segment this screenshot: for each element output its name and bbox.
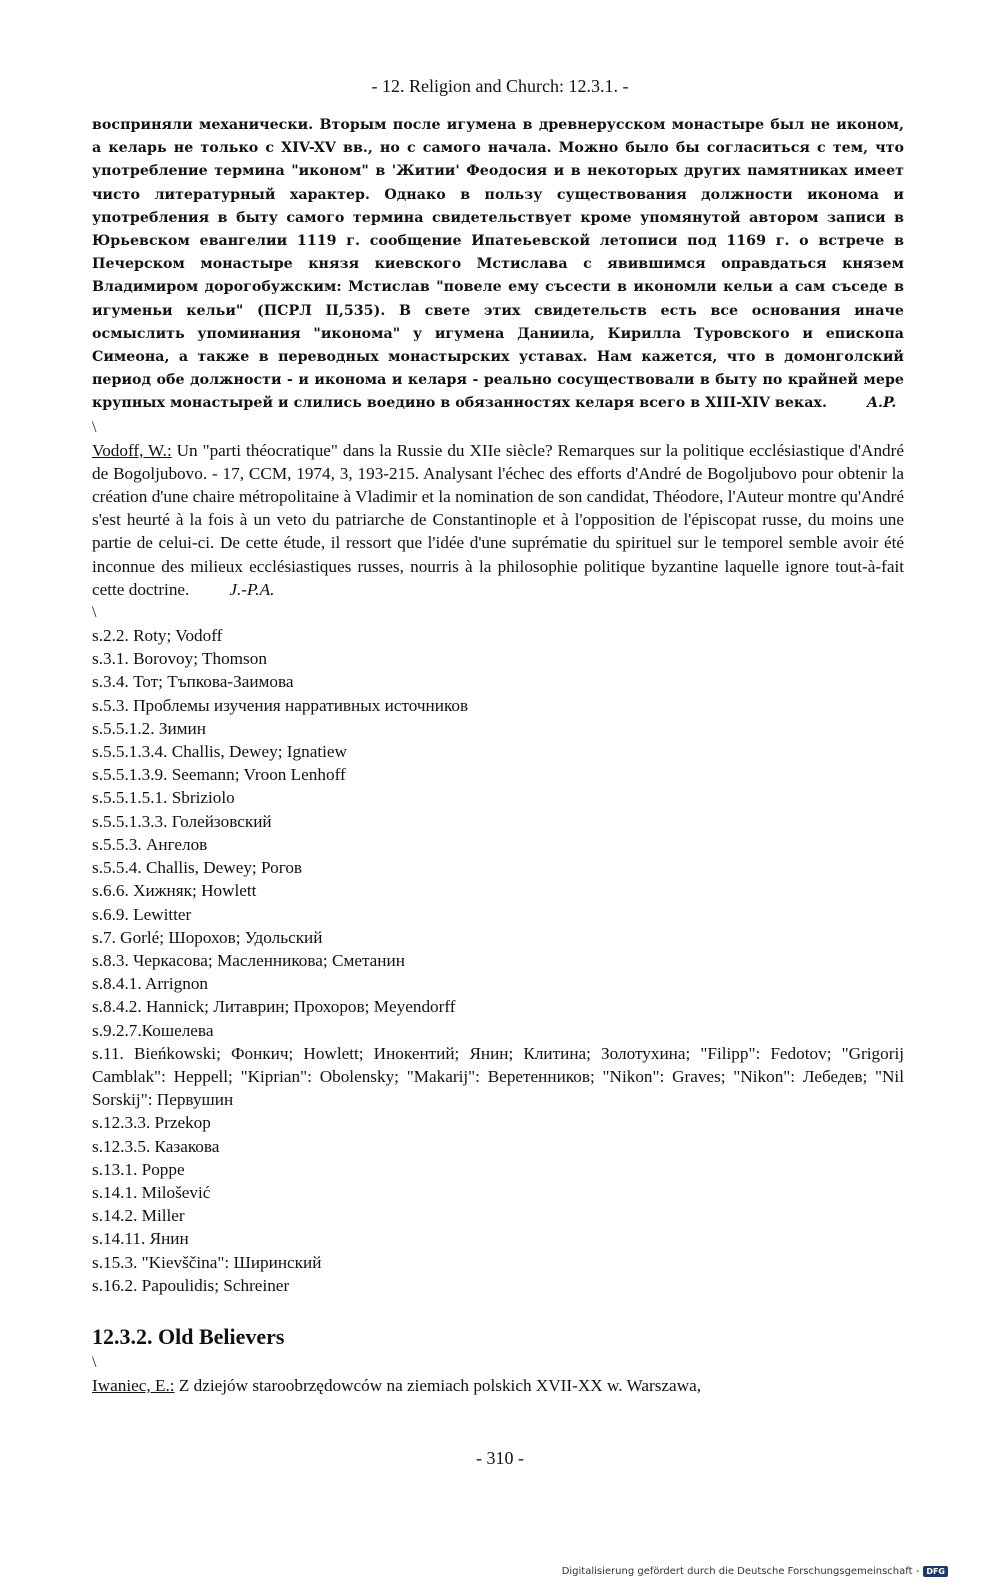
author-name: Vodoff, W.: [92,440,172,460]
cross-ref-item: s.3.1. Borovoy; Thomson [92,649,267,669]
reviewer-initials: A.P. [866,395,897,412]
cross-ref-item: s.14.2. Miller [92,1206,185,1226]
funding-note: Digitalisierung gefördert durch die Deutsche Forschungsgemeinschaft - [561,1566,920,1577]
cross-ref-item: s.8.4.2. Hannick; Литаврин; Прохоров; Meyendorff [92,997,456,1017]
author-name: Iwaniec, E.: [92,1375,175,1395]
section-heading: 12.3.2. Old Believers [92,1323,285,1349]
cross-ref-item: s.6.6. Хижняк; Howlett [92,881,257,901]
entry-separator: \ [92,418,97,436]
entry-separator: \ [92,604,97,622]
cross-ref-item: s.5.5.1.2. Зимин [92,718,206,738]
page-body [92,114,904,1397]
cross-ref-item: s.13.1. Poppe [92,1159,185,1179]
cross-ref-item: s.2.2. Roty; Vodoff [92,626,223,646]
cross-ref-item: s.14.11. Янин [92,1229,189,1249]
cross-ref-item: s.5.5.1.3.9. Seemann; Vroon Lenhoff [92,765,346,785]
entry-text: Un "parti théocratique" dans la Russie du XIIe siècle? Remarques sur la politique ecclésiastique d'André de Bogoljubovo. - 17, CCM, 1974, 3, 193-215. Analysant l'échec des efforts d'André de Bogoljubovo pour obtenir la création d'une chaire métropolitaine à Vladimir et la nomination de son candidat, Théodore, l'Auteur montre qu'André s'est heurté à la fois à un veto du patriarche de Constantinople et à l'opposition de l'épiscopat russe, du moins une partie de celui-ci. De cette étude, il ressort que l'idée d'une suprématie du spirituel sur le temporel semble avoir été inconnue des milieux ecclésiastiques russes, nourris à la philosophie politique byzantine laquelle ignore tout-à-fait cette doctrine. [92,440,904,599]
cross-ref-item: s.9.2.7.Кошелева [92,1020,214,1040]
cross-ref-item: s.15.3. "Kievščina": Ширинский [92,1252,322,1272]
running-header: - 12. Religion and Church: 12.3.1. - [371,76,629,96]
reviewer-initials: J.-P.A. [229,579,275,599]
cross-ref-item: s.5.5.3. Ангелов [92,834,208,854]
cross-ref-item: s.12.3.3. Przekop [92,1113,211,1133]
cross-ref-item: s.7. Gorlé; Шорохов; Удольский [92,927,323,947]
review-paragraph-ru [92,114,904,416]
bibliography-entry-vodoff [92,439,904,601]
funding-footer [562,1566,948,1577]
dfg-logo-icon: DFG [923,1566,948,1577]
cross-ref-item: s.5.5.1.5.1. Sbriziolo [92,788,235,808]
entry-text: Z dziejów staroobrzędowców na ziemiach polskich XVII-XX w. Warszawa, [174,1375,702,1395]
review-text: восприняли механически. Вторым после игумена в древнерусском монастыре был не иконом, а келарь не только с XIV-XV вв., но с самого начала. Можно было бы согласиться с тем, что употребление термина "иконом" в 'Житии' Феодосия и в некоторых других памятниках имеет чисто литературный характер. Однако в пользу существования должности иконома и употребления в быту самого термина свидетельствует кроме упомянутой автором записи в Юрьевском евангелии 1119 г. сообщение Ипатеьевской летописи под 1169 г. о встрече в Печерском монастыре князя киевского Мстислава с явившимся оправдаться князем Владимиром дорогобужским: Мстислав "повеле ему съсести в икономли кельи а сам съседе в игуменьи кельи" (ПСРЛ II,535). В свете этих свидетельств есть все основания иначе осмыслить упоминания "иконома" у игумена Даниила, Кирилла Туровского и епископа Симеона, а также в переводных монастырских уставах. Нам кажется, что в домонголский период обе должности - и иконома и келаря - реально сосуществовали в быту по крайней мере крупных монастырей и слились воедино в обязанностях келаря всего в XIII-XIV веках. [92,117,904,412]
cross-ref-item: s.5.3. Проблемы изучения нарративных источников [92,695,469,715]
cross-ref-item: s.11. Bieńkowski; Фонкич; Howlett; Инокентий; Янин; Клитина; Золотухина; "Filipp": Fedotov; "Grigorij Camblak": Heppell; "Kiprian": Obolensky; "Makarij": Веретенников; "Nikon": Graves; "Nikon": Лебедев; "Nil Sorskij": Первушин [92,1043,904,1110]
entry-separator: \ [92,1353,97,1371]
cross-ref-item: s.8.4.1. Arrignon [92,974,209,994]
cross-ref-item: s.8.3. Черкасова; Масленникова; Сметанин [92,950,405,970]
cross-ref-item: s.5.5.1.3.3. Голейзовский [92,811,272,831]
page-number: - 310 - [476,1448,524,1468]
cross-ref-item: s.3.4. Тот; Тъпкова-Заимова [92,672,294,692]
bibliography-entry-iwaniec [92,1374,904,1397]
cross-ref-item: s.6.9. Lewitter [92,904,192,924]
cross-ref-item: s.5.5.1.3.4. Challis, Dewey; Ignatiew [92,742,347,762]
cross-ref-item: s.14.1. Milošević [92,1182,211,1202]
cross-reference-list [92,624,904,1297]
cross-ref-item: s.16.2. Papoulidis; Schreiner [92,1275,290,1295]
cross-ref-item: s.5.5.4. Challis, Dewey; Рогов [92,858,303,878]
cross-ref-item: s.12.3.5. Казакова [92,1136,220,1156]
